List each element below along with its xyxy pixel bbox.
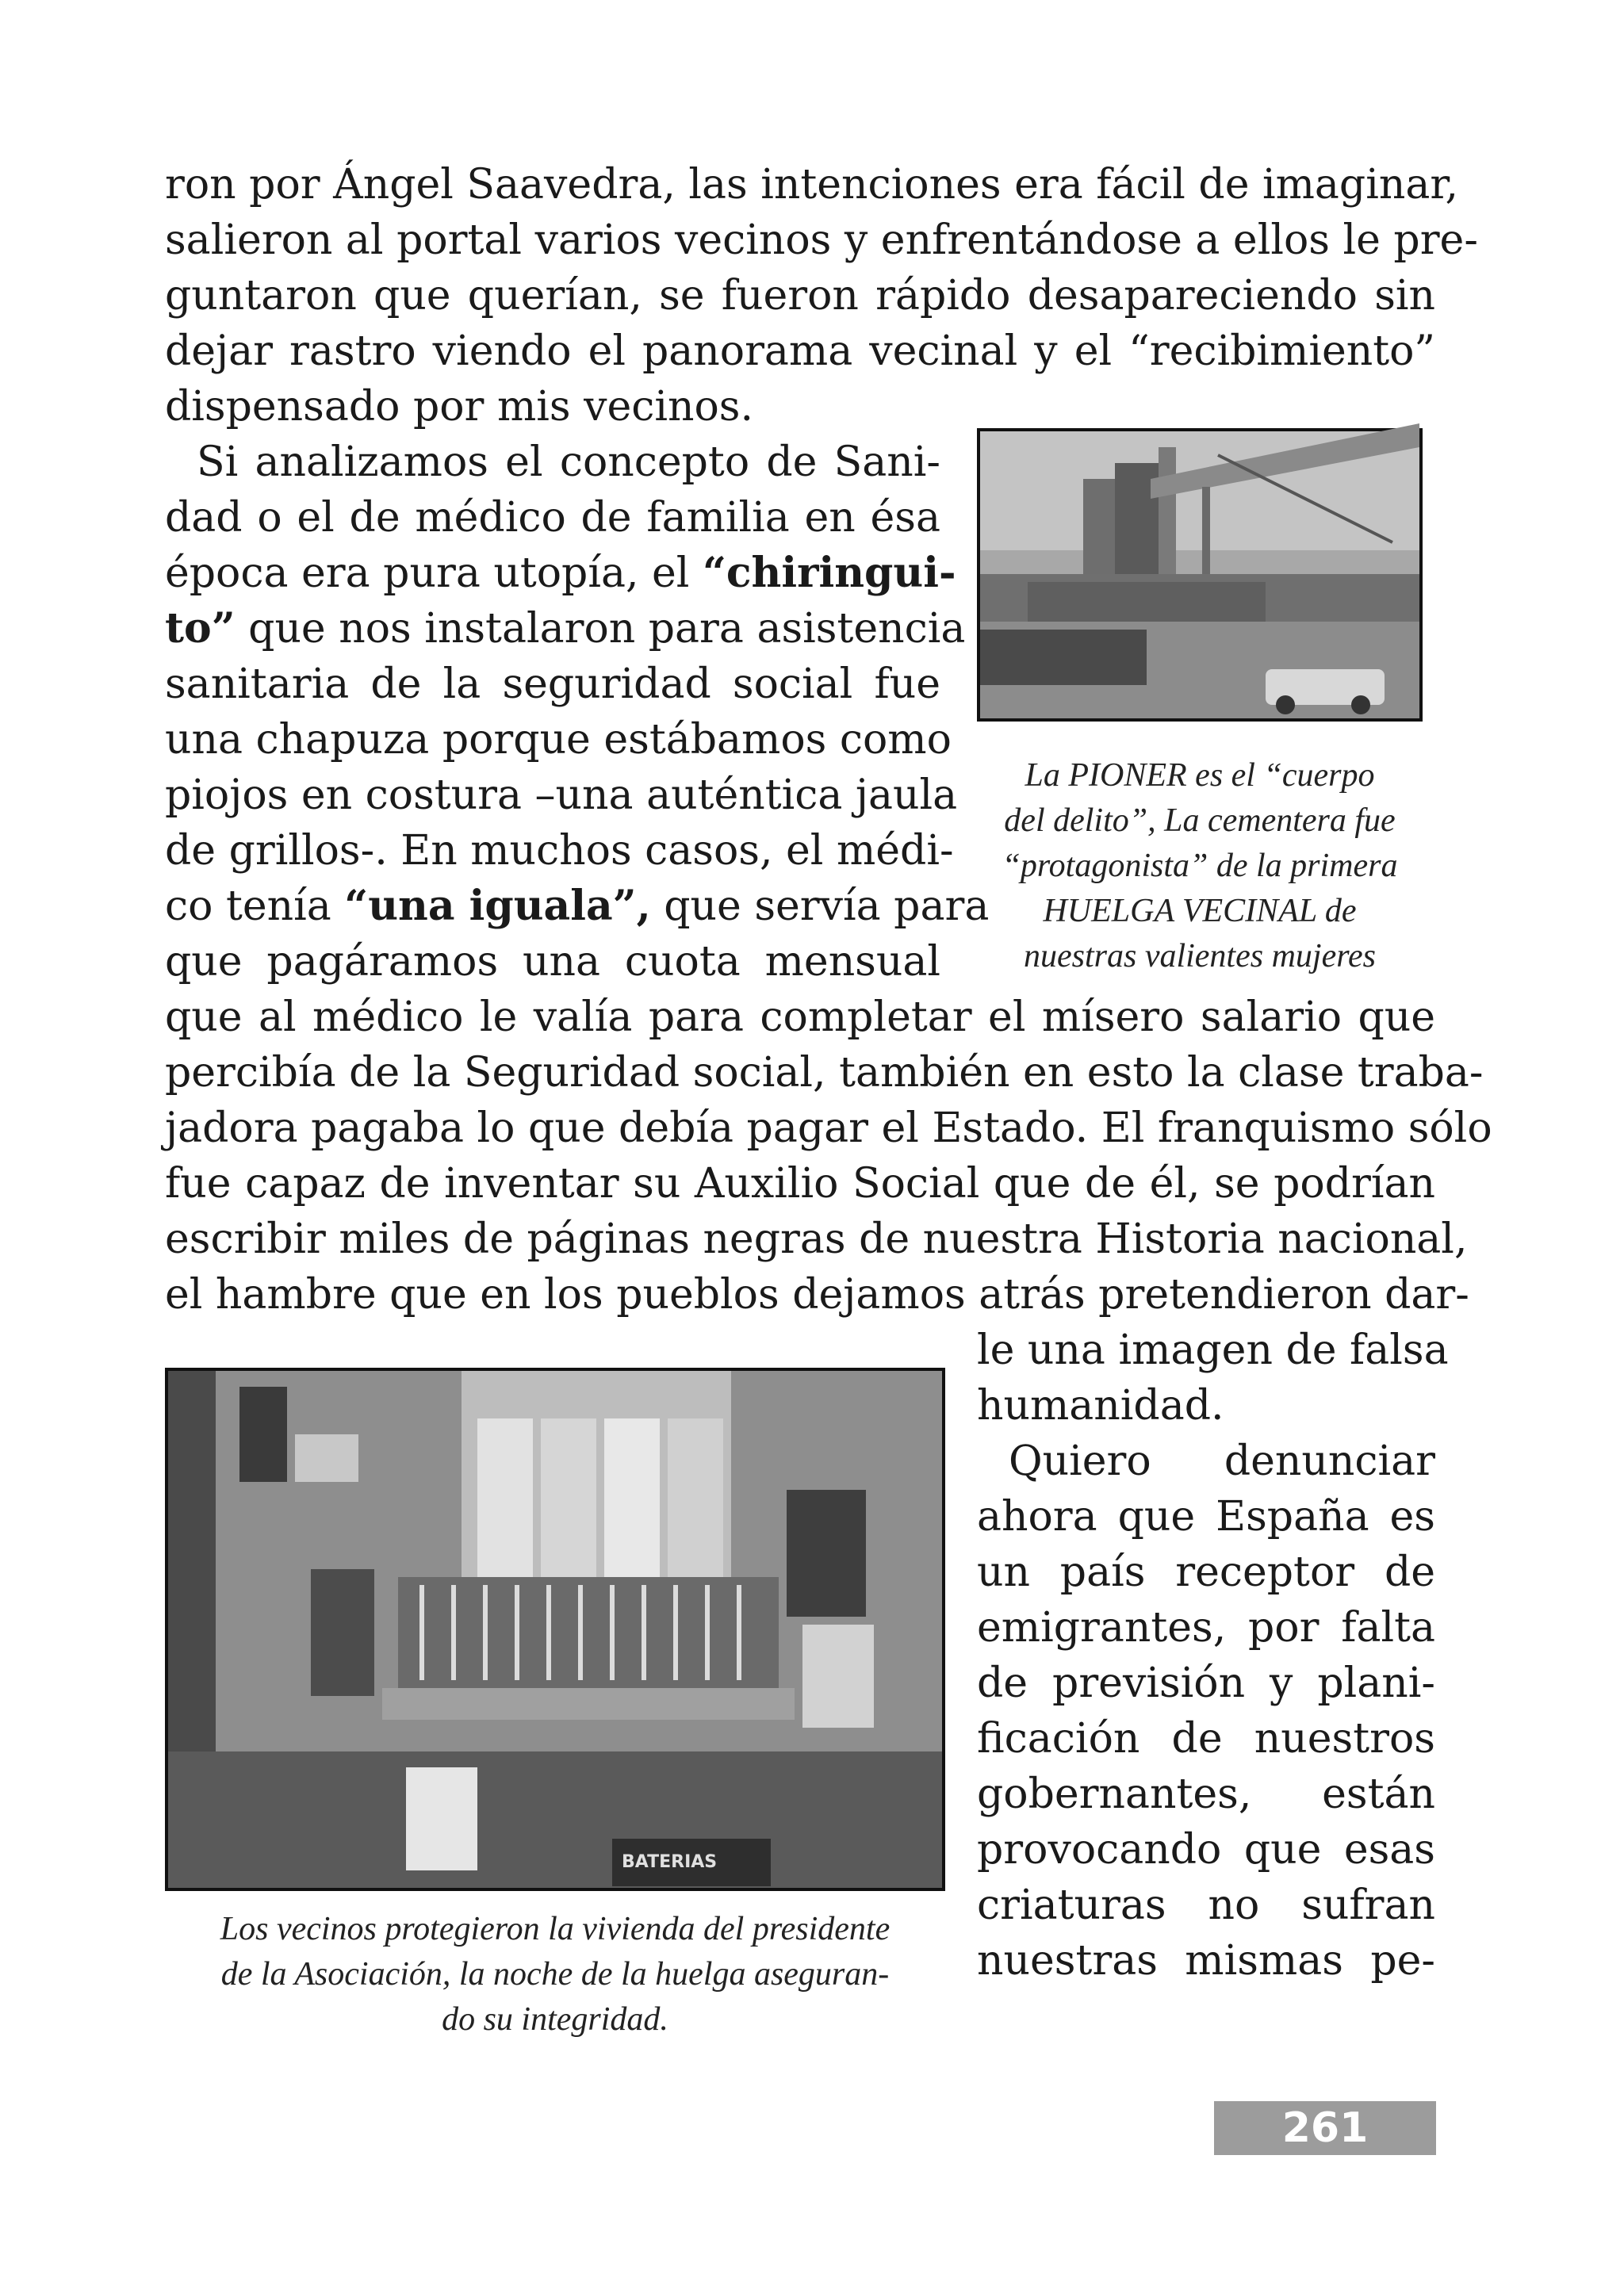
caption-line: de la Asociación, la noche de la huelga aseguran- bbox=[220, 1956, 890, 1993]
cement-factory-image bbox=[980, 431, 1419, 718]
text-line: jadora pagaba lo que debía pagar el Estado. El franquismo sólo bbox=[165, 1104, 1492, 1152]
text-line: sanitaria de la seguridad social fue bbox=[165, 660, 940, 708]
text-line: gobernantes, están bbox=[977, 1771, 1435, 1818]
cement-factory-photo bbox=[977, 428, 1423, 722]
caption-line: HUELGA VECINAL de bbox=[1043, 893, 1357, 929]
text-line: humanidad. bbox=[977, 1382, 1224, 1430]
text-line: Quiero denunciar bbox=[1009, 1438, 1435, 1485]
text-line: fue capaz de inventar su Auxilio Social que de él, se podrían bbox=[165, 1160, 1435, 1208]
text-line: piojos en costura –una auténtica jaula bbox=[165, 771, 958, 819]
bold-term: “una iguala”, bbox=[344, 882, 651, 930]
text-line: que al médico le valía para completar el mísero salario que bbox=[165, 993, 1435, 1041]
text-line: ron por Ángel Saavedra, las intenciones era fácil de imaginar, bbox=[165, 161, 1459, 209]
text-line: dejar rastro viendo el panorama vecinal y el “recibimiento” bbox=[165, 327, 1435, 375]
caption-line: La PIONER es el “cuerpo bbox=[1025, 757, 1375, 794]
text-line bbox=[165, 601, 966, 657]
text-line: le una imagen de falsa bbox=[977, 1326, 1449, 1374]
text-line: ficación de nuestros bbox=[977, 1715, 1435, 1763]
caption-line: Los vecinos protegieron la vivienda del presidente bbox=[220, 1911, 891, 1947]
caption-line: nuestras valientes mujeres bbox=[1023, 938, 1377, 974]
text-line: dad o el de médico de familia en ésa bbox=[165, 494, 940, 542]
caption-line: “protagonista” de la primera bbox=[1002, 848, 1398, 884]
text-span: que nos instalaron para asistencia bbox=[248, 605, 966, 653]
caption-line: do su integridad. bbox=[442, 2001, 668, 2038]
apartment-building-image bbox=[168, 1371, 942, 1888]
bold-term: “chiringui- bbox=[702, 549, 956, 597]
text-line: salieron al portal varios vecinos y enfrentándose a ellos le pre- bbox=[165, 216, 1478, 264]
shop-sign-text: BATERIAS bbox=[622, 1852, 718, 1872]
text-line: Si analizamos el concepto de Sani- bbox=[197, 438, 940, 486]
text-line: el hambre que en los pueblos dejamos atrás pretendieron dar- bbox=[165, 1271, 1469, 1319]
text-line: escribir miles de páginas negras de nuestra Historia nacional, bbox=[165, 1215, 1468, 1263]
text-line: emigrantes, por falta bbox=[977, 1604, 1435, 1652]
text-span: época era pura utopía, el bbox=[165, 549, 690, 597]
text-line: provocando que esas bbox=[977, 1826, 1435, 1874]
text-line: que pagáramos una cuota mensual bbox=[165, 938, 940, 986]
text-line: una chapuza porque estábamos como bbox=[165, 716, 952, 764]
bold-term: to” bbox=[165, 604, 236, 653]
page-number: 261 bbox=[1214, 2101, 1436, 2155]
text-line: de previsión y plani- bbox=[977, 1660, 1435, 1707]
text-line: guntaron que querían, se fueron rápido desapareciendo sin bbox=[165, 272, 1435, 320]
caption-bottom bbox=[165, 1907, 945, 2042]
text-line: criaturas no sufran bbox=[977, 1882, 1435, 1929]
caption-top bbox=[977, 753, 1423, 979]
text-span: co tenía bbox=[165, 882, 331, 930]
text-line bbox=[165, 879, 990, 934]
caption-line: del delito”, La cementera fue bbox=[1004, 802, 1396, 839]
text-line: percibía de la Seguridad social, también en esto la clase traba- bbox=[165, 1049, 1484, 1097]
text-line: dispensado por mis vecinos. bbox=[165, 383, 754, 431]
text-span: que servía para bbox=[664, 882, 990, 930]
text-line: un país receptor de bbox=[977, 1549, 1435, 1596]
text-line: de grillos-. En muchos casos, el médi- bbox=[165, 827, 954, 875]
text-line bbox=[165, 546, 956, 601]
text-line: ahora que España es bbox=[977, 1493, 1435, 1541]
text-line: nuestras mismas pe- bbox=[977, 1937, 1435, 1985]
apartment-building-photo bbox=[165, 1368, 945, 1891]
